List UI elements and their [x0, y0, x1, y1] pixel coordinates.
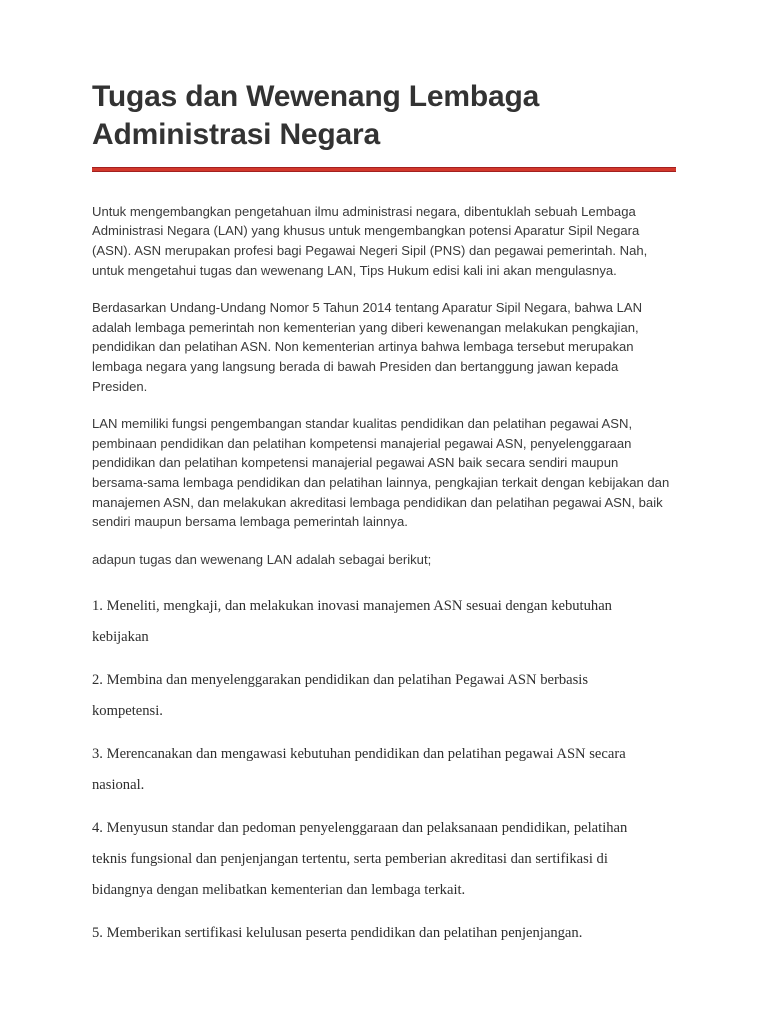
title-divider-rule: [92, 167, 676, 172]
list-item: 1. Meneliti, mengkaji, dan melakukan inovasi manajemen ASN sesuai dengan kebutuhan kebijakan: [92, 598, 612, 646]
list-intro-text: adapun tugas dan wewenang LAN adalah sebagai berikut;: [92, 551, 432, 567]
list-item: 2. Membina dan menyelenggarakan pendidikan dan pelatihan Pegawai ASN berbasis kompetensi.: [92, 672, 589, 720]
paragraph-1: Untuk mengembangkan pengetahuan ilmu administrasi negara, dibentuklah sebuah Lembaga Administrasi Negara (LAN) yang khusus untuk mengembangkan potensi Aparatur Sipil Negara (ASN). ASN merupakan profesi bagi Pegawai Negeri Sipil (PNS) dan pegawai pemerintah. Nah, untuk mengetahui tugas dan wewenang LAN, Tips Hukum edisi kali ini akan mengulasnya.: [92, 203, 648, 278]
intro-paragraphs: [92, 202, 672, 570]
duties-list: [92, 591, 658, 949]
page-title: Tugas dan Wewenang Lembaga Administrasi Negara: [92, 80, 540, 152]
list-item: 4. Menyusun standar dan pedoman penyelenggaraan dan pelaksanaan pendidikan, pelatihan teknis fungsional dan penjenjangan tertentu, serta pemberian akreditasi dan sertifikasi di bidangnya dengan melibatkan kementerian dan lembaga terkait.: [92, 820, 628, 899]
paragraph-2: Berdasarkan Undang-Undang Nomor 5 Tahun 2014 tentang Aparatur Sipil Negara, bahwa LAN adalah lembaga pemerintah non kementerian yang diberi kewenangan melakukan pengkajian, pendidikan dan pelatihan ASN. Non kementerian artinya bahwa lembaga tersebut merupakan lembaga negara yang langsung berada di bawah Presiden dan bertanggung jawan kepada Presiden.: [92, 300, 643, 394]
document-content: [92, 78, 676, 961]
list-item: 5. Memberikan sertifikasi kelulusan peserta pendidikan dan pelatihan penjenjangan.: [92, 925, 583, 942]
list-item: 3. Merencanakan dan mengawasi kebutuhan pendidikan dan pelatihan pegawai ASN secara nasional.: [92, 746, 626, 794]
paragraph-3: LAN memiliki fungsi pengembangan standar kualitas pendidikan dan pelatihan pegawai ASN, pembinaan pendidikan dan pelatihan kompetensi manajerial pegawai ASN, penyelenggaraan pendidikan dan pelatihan kompetensi manajerial pegawai ASN baik secara sendiri maupun bersama-sama lembaga pendidikan dan pelatihan lainnya, pengkajian terkait dengan kebijakan dan manajemen ASN, dan melakukan akreditasi lembaga pendidikan dan pelatihan pegawai ASN, baik sendiri maupun bersama lembaga pemerintah lainnya.: [92, 416, 670, 530]
